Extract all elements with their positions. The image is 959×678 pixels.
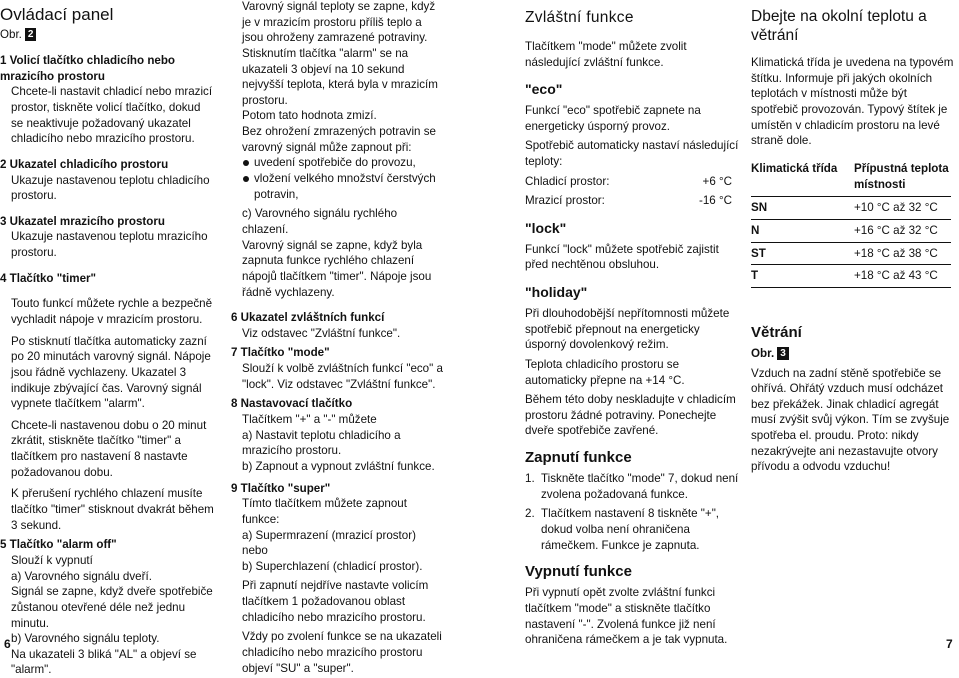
holiday-heading: "holiday" [525, 284, 588, 301]
eco-para-2: Spotřebič automaticky nastaví následující teploty: [525, 139, 739, 169]
special-functions-title: Zvláštní funkce [525, 9, 634, 26]
holiday-para-2: Teplota chladicího prostoru se automaticky přepne na +14 °C. [525, 357, 685, 387]
temp-signal-para-3: Potom tato hodnota zmizí. [242, 109, 377, 123]
section-1-text: Chcete-li nastavit chladicí nebo mrazicí prostor, tiskněte volicí tlačítko, dokud se neaktivuje požadovaný ukazatel chladicího nebo mrazicího prostoru. [11, 85, 213, 146]
climate-class-cell: T [751, 265, 854, 288]
section-8-heading: 8 Nastavovací tlačítko [231, 397, 353, 411]
temp-value: -16 °C [699, 194, 732, 208]
temp-row-fridge [525, 174, 740, 190]
table-row [751, 242, 951, 265]
figure-number-badge: 3 [777, 347, 789, 360]
climate-class-cell: N [751, 219, 854, 242]
temp-signal-para-4: Bez ohrožení zmrazených potravin se varovný signál může zapnout při: [242, 125, 436, 154]
special-functions-intro: Tlačítkem "mode" můžete zvolit následující zvláštní funkce. [525, 39, 687, 69]
section-6-text: Viz odstavec "Zvláštní funkce". [242, 326, 401, 340]
section-5-item-a: a) Varovného signálu dveří. [11, 569, 152, 583]
section-9-para-2: Vždy po zvolení funkce se na ukazateli chladicího nebo mrazicího prostoru objeví "SU" a "super". [242, 630, 442, 675]
temp-signal-para-2: Stisknutím tlačítka "alarm" se na ukazateli 3 objeví na 10 sekund nejvyšší teplota, která byla v mrazicím prostoru. [242, 46, 438, 107]
switch-on-steps [525, 471, 740, 553]
section-7-heading: 7 Tlačítko "mode" [231, 346, 330, 360]
figure-label: Obr. [0, 28, 22, 42]
item-c: c) Varovného signálu rychlého chlazení. [242, 207, 398, 236]
figure-ref [0, 27, 215, 43]
section-4-para-4: K přerušení rychlého chlazení musíte tlačítko "timer" stisknout dvakrát během 3 sekund. [11, 487, 214, 532]
section-9-line: Tímto tlačítkem můžete zapnout funkce: [242, 497, 407, 526]
section-5-item-a-text: Signál se zapne, když dveře spotřebiče zůstanou otevřené déle než jednu minutu. [11, 585, 213, 630]
bullet-item: uvedení spotřebiče do provozu, [242, 155, 446, 171]
section-6-heading: 6 Ukazatel zvláštních funkcí [231, 311, 385, 325]
section-9-heading: 9 Tlačítko "super" [231, 481, 331, 495]
list-item: 1. Tiskněte tlačítko "mode" 7, dokud není zvolena požadovaná funkce. [525, 472, 739, 501]
column-2 [231, 0, 446, 676]
section-3-heading: 3 Ukazatel mrazicího prostoru [0, 214, 165, 228]
section-3-text: Ukazuje nastavenou teplotu mrazicího prostoru. [11, 230, 208, 260]
table-header: Klimatická třída [751, 161, 854, 197]
ambient-title: Dbejte na okolní teplotu a větrání [751, 8, 927, 44]
temp-label: Mrazicí prostor: [525, 194, 605, 208]
lock-heading: "lock" [525, 219, 567, 236]
temp-row-freezer [525, 193, 740, 209]
section-5-line: Slouží k vypnutí [11, 553, 93, 567]
section-9-item-b: b) Superchlazení (chladicí prostor). [242, 559, 423, 573]
figure-label: Obr. [751, 346, 775, 360]
holiday-para-3: Během této doby neskladujte v chladicím prostoru žádné potraviny. Ponechejte dveře spotřebiče zavřené. [525, 393, 736, 438]
section-5-item-b-text: Na ukazateli 3 bliká "AL" a objeví se "alarm". [11, 647, 197, 677]
section-9-item-a: a) Supermrazení (mrazicí prostor) [242, 528, 416, 542]
figure-ref [751, 346, 956, 362]
list-item: 2. Tlačítkem nastavení 8 tiskněte "+", dokud volba není ohraničena rámečkem. Funkce je zapnuta. [525, 507, 720, 552]
temp-label: Chladicí prostor: [525, 174, 610, 188]
section-4-para-2: Po stisknutí tlačítka automaticky zazní po 20 minutách varovný signál. Nápoje jsou řádně vychlazeny. Ukazatel 3 indikuje zbývající čas. Varovný signál vypnete tlačítkem "alarm". [11, 334, 211, 411]
section-2-heading: 2 Ukazatel chladicího prostoru [0, 157, 169, 171]
section-4-para-1: Touto funkcí můžete rychle a bezpečně vychladit nápoje v mrazicím prostoru. [11, 297, 213, 326]
section-5-item-b: b) Varovného signálu teploty. [11, 632, 160, 646]
temp-range-cell: +18 °C až 43 °C [854, 265, 951, 288]
bullet-item: vložení velkého množství čerstvých potravin, [242, 171, 446, 202]
table-row [751, 265, 951, 288]
temp-signal-para-1: Varovný signál teploty se zapne, když je v mrazicím prostoru příliš teplo a jsou ohroženy zamrazené potraviny. [242, 0, 436, 45]
eco-heading: "eco" [525, 81, 563, 98]
holiday-para-1: Při dlouhodobější nepřítomnosti můžete spotřebič přepnout na energeticky úsporný dovolenkový režim. [525, 307, 730, 352]
climate-class-cell: ST [751, 242, 854, 265]
ventilation-heading: Větrání [751, 323, 802, 341]
section-9-or: nebo [242, 544, 268, 558]
ventilation-text: Vzduch na zadní stěně spotřebiče se ohřívá. Ohřátý vzduch musí odcházet bez překážek. Jinak chladicí agregát musí zvýšit svůj výkon. Tím se zvyšuje spotřeba el. proudu. Proto: nikdy nezakrývejte ani nezastavujte otvory přívodu a odvodu vzduchu! [751, 366, 950, 474]
section-4-para-3: Chcete-li nastavenou dobu o 20 minut zkrátit, stiskněte tlačítko "timer" a tlačítkem pro nastavení 8 nastavte požadovanou dobu. [11, 418, 207, 479]
section-7-text: Slouží k volbě zvláštních funkcí "eco" a "lock". Viz odstavec "Zvláštní funkce". [242, 362, 443, 391]
temp-range-cell: +16 °C až 32 °C [854, 219, 951, 242]
section-2-text: Ukazuje nastavenou teplotu chladicího prostoru. [11, 173, 210, 203]
column-4 [751, 0, 956, 475]
page-number-right: 7 [946, 637, 953, 651]
temp-range-cell: +10 °C až 32 °C [854, 197, 951, 220]
section-8-item-b: b) Zapnout a vypnout zvláštní funkce. [242, 459, 435, 473]
climate-class-table [751, 161, 951, 288]
column-3 [525, 0, 740, 648]
page-title: Ovládací panel [0, 5, 114, 24]
column-1 [0, 0, 215, 678]
section-5-heading: 5 Tlačítko "alarm off" [0, 538, 117, 552]
section-8-item-a: a) Nastavit teplotu chladicího a mrazicího prostoru. [242, 428, 401, 458]
section-4-heading: 4 Tlačítko "timer" [0, 271, 97, 285]
section-9-para-1: Při zapnutí nejdříve nastavte volicím tlačítkem 1 požadovanou oblast chladicího nebo mrazicího prostoru. [242, 579, 429, 624]
table-row [751, 197, 951, 220]
table-row [751, 219, 951, 242]
ambient-intro: Klimatická třída je uvedena na typovém štítku. Informuje při jakých okolních teplotách v místnosti může být spotřebič provozován. Typový štítek je umístěn v chladicím prostoru na levé straně dole. [751, 56, 954, 148]
section-1-heading: 1 Volicí tlačítko chladicího nebo mrazicího prostoru [0, 54, 176, 83]
step-text: Tiskněte tlačítko "mode" 7, dokud není zvolena požadovaná funkce. [541, 472, 739, 501]
step-text: Tlačítkem nastavení 8 tiskněte "+", dokud volba není ohraničena rámečkem. Funkce je zapnuta. [541, 507, 720, 552]
temp-range-cell: +18 °C až 38 °C [854, 242, 951, 265]
switch-off-text: Při vypnutí opět zvolte zvláštní funkci tlačítkem "mode" a stiskněte tlačítko nastavení "-". Zvolená funkce již není ohraničena rámečkem a je tak vypnuta. [525, 586, 728, 647]
switch-on-heading: Zapnutí funkce [525, 449, 632, 467]
page-number-left: 6 [4, 637, 11, 651]
temp-value: +6 °C [702, 174, 732, 188]
eco-text: Funkcí "eco" spotřebič zapnete na energeticky úsporný provoz. [525, 104, 701, 133]
climate-class-cell: SN [751, 197, 854, 220]
lock-text: Funkcí "lock" můžete spotřebič zajistit před nechtěnou obsluhou. [525, 242, 719, 272]
item-c-text: Varovný signál se zapne, když byla zapnuta funkce rychlého chlazení nápojů tlačítkem "timer". Nápoje jsou řádně vychlazeny. [242, 238, 432, 299]
section-8-line: Tlačítkem "+" a "-" můžete [242, 413, 377, 427]
figure-number-badge: 2 [25, 28, 37, 41]
switch-off-heading: Vypnutí funkce [525, 563, 632, 581]
table-header: Přípustná teplota místnosti [854, 161, 951, 197]
